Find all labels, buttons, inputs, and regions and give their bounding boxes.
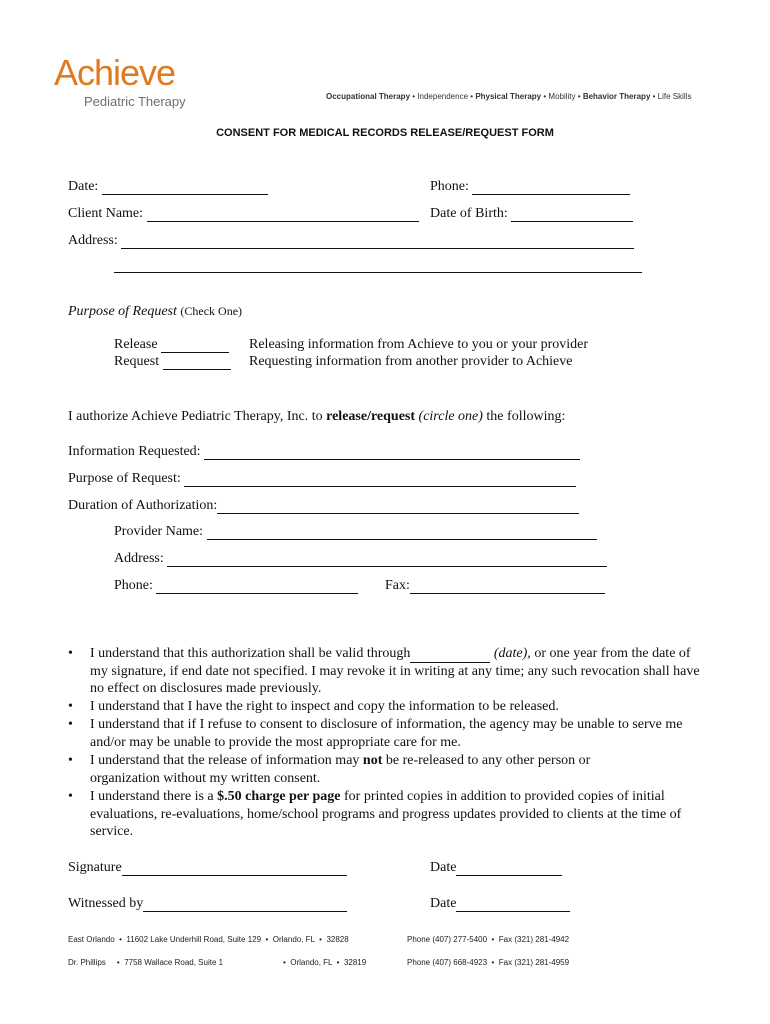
signature-row [68, 859, 347, 876]
signature-date-field[interactable] [456, 861, 562, 876]
footer-loc1-name: East Orlando [68, 935, 115, 944]
bullet-mark: • [68, 753, 73, 768]
tagline [326, 92, 691, 101]
duration-label: Duration of Authorization: [68, 498, 218, 513]
footer-sep: • [491, 958, 495, 967]
bullet-inspect: I understand that I have the right to inspect and copy the information to be released. [90, 699, 559, 714]
authorize-hint: (circle one) [418, 409, 483, 424]
phone-label: Phone: [430, 179, 469, 194]
provider-address-field[interactable] [167, 552, 607, 567]
footer-loc2-name: Dr. Phillips [68, 958, 106, 967]
dob-row [430, 205, 633, 222]
info-field[interactable] [204, 445, 580, 460]
request-desc: Requesting information from another provider to Achieve [249, 354, 573, 369]
logo-wordmark: Achieve [54, 52, 176, 93]
info-label: Information Requested: [68, 444, 201, 459]
footer-city-phillips [283, 958, 366, 967]
footer-sep: • [119, 935, 122, 944]
release-label: Release [114, 337, 158, 352]
witness-date-row [430, 895, 570, 912]
tag-independence: Independence [417, 92, 469, 101]
bullet-validity [90, 645, 710, 698]
bullet-charge-post: for printed copies in addition to provided copies of initial evaluations, re-evaluations, home/school programs and progress updates provided to clients at the time of service. [90, 789, 682, 839]
tag-sep: • [577, 92, 581, 101]
footer-loc1-addr: 11602 Lake Underhill Road, Suite 129 [126, 935, 262, 944]
phone-field[interactable] [472, 180, 630, 195]
date-field[interactable] [102, 180, 268, 195]
bullet-mark: • [68, 646, 73, 661]
footer-sep: • [265, 935, 269, 944]
phone-row [430, 178, 630, 195]
valid-through-date-field[interactable] [410, 648, 490, 663]
footer-loc2-addr: 7758 Wallace Road, Suite 1 [124, 958, 224, 967]
footer-sep: • [116, 958, 120, 967]
bullet-refuse: I understand that if I refuse to consent to disclosure of information, the agency may be unable to serve me and/or may be unable to provide the most appropriate care for me. [90, 717, 683, 750]
bullet-charge-pre: I understand there is a [90, 789, 218, 804]
witness-row [68, 895, 347, 912]
provider-label: Provider Name: [114, 524, 204, 539]
duration-field[interactable] [217, 499, 579, 514]
bullet-charge-bold: $.50 charge per page [217, 789, 341, 804]
dob-label: Date of Birth: [430, 206, 508, 221]
purpose-label: Purpose of Request: [68, 471, 181, 486]
duration-row [68, 497, 579, 514]
footer-location-phillips [68, 958, 223, 967]
provider-address-row [114, 550, 607, 567]
release-desc: Releasing information from Achieve to you or your provider [249, 337, 589, 352]
signature-field[interactable] [122, 861, 347, 876]
release-check-field[interactable] [161, 338, 229, 353]
tag-mobility: Mobility [548, 92, 576, 101]
logo-subtitle: Pediatric Therapy [84, 94, 186, 109]
provider-row [114, 523, 597, 540]
signature-date-row [430, 859, 562, 876]
footer-sep: • [319, 935, 322, 944]
bullet-rerelease-post: be re-released to any other person or organization without my written consent. [90, 753, 591, 786]
tag-sep: • [470, 92, 474, 101]
address-line-2[interactable] [114, 272, 642, 273]
request-check-field[interactable] [163, 355, 231, 370]
footer-loc2-zip: 32819 [343, 958, 367, 967]
authorize-post: the following: [482, 409, 566, 424]
tag-behavior: Behavior Therapy [582, 92, 651, 101]
purpose-heading-row [68, 303, 242, 320]
purpose-row [68, 470, 576, 487]
footer-contact-east [407, 935, 569, 944]
tag-sep: • [412, 92, 416, 101]
signature-date-label: Date [430, 860, 457, 875]
info-row [68, 443, 580, 460]
witness-label: Witnessed by [68, 896, 144, 911]
footer-loc2-phone: Phone (407) 668-4923 [407, 958, 488, 967]
provider-fax-field[interactable] [410, 579, 605, 594]
footer-sep: • [283, 958, 286, 967]
purpose-heading: Purpose of Request [68, 304, 177, 319]
bullet-rerelease [90, 752, 650, 787]
bullet-mark: • [68, 789, 73, 804]
request-option [114, 353, 231, 370]
footer-loc2-fax: Fax (321) 281-4959 [498, 958, 570, 967]
footer-sep: • [336, 958, 340, 967]
provider-address-label: Address: [114, 551, 164, 566]
footer-loc1-zip: 32828 [326, 935, 349, 944]
address-label: Address: [68, 233, 118, 248]
authorize-pre: I authorize Achieve Pediatric Therapy, Inc. to [68, 409, 327, 424]
address-row [68, 232, 634, 249]
tag-physical: Physical Therapy [475, 92, 542, 101]
release-option [114, 336, 229, 353]
bullet-rerelease-pre: I understand that the release of information may [90, 753, 363, 768]
witness-field[interactable] [143, 897, 347, 912]
provider-phone-field[interactable] [156, 579, 358, 594]
purpose-field[interactable] [184, 472, 576, 487]
provider-fax-label: Fax: [385, 578, 410, 593]
tag-lifeskills: Life Skills [657, 92, 692, 101]
footer-sep: • [491, 935, 495, 944]
bullet-validity-pre: I understand that this authorization shall be valid through [90, 646, 411, 661]
client-field[interactable] [147, 207, 419, 222]
provider-fax-row [385, 577, 605, 594]
bullet-charge [90, 788, 710, 841]
witness-date-label: Date [430, 896, 457, 911]
bullet-rerelease-bold: not [362, 753, 383, 768]
request-label: Request [114, 354, 160, 369]
client-label: Client Name: [68, 206, 144, 221]
bullet-validity-hint: (date), [493, 646, 531, 661]
provider-phone-row [114, 577, 358, 594]
tag-sep: • [652, 92, 656, 101]
purpose-note: (Check One) [180, 304, 243, 318]
witness-date-field[interactable] [456, 897, 570, 912]
tag-sep: • [543, 92, 547, 101]
address-field[interactable] [121, 234, 634, 249]
provider-phone-label: Phone: [114, 578, 153, 593]
form-title: CONSENT FOR MEDICAL RECORDS RELEASE/REQUEST FORM [216, 127, 554, 139]
bullet-mark: • [68, 717, 73, 732]
authorize-sentence [68, 408, 565, 425]
date-label: Date: [68, 179, 99, 194]
footer-loc1-city: Orlando, FL [272, 935, 315, 944]
bullet-validity-post: or one year from the date of my signature, if end date not specified. I may revoke it in writing at any time; any such revocation shall have no effect on disclosures made previously. [90, 646, 700, 696]
dob-field[interactable] [511, 207, 633, 222]
footer-loc1-phone: Phone (407) 277-5400 [407, 935, 488, 944]
footer-loc1-fax: Fax (321) 281-4942 [498, 935, 570, 944]
footer-loc2-city: Orlando, FL [290, 958, 333, 967]
date-row [68, 178, 268, 195]
authorize-choice[interactable]: release/request [326, 409, 416, 424]
signature-label: Signature [68, 860, 122, 875]
tag-occupational: Occupational Therapy [326, 92, 411, 101]
client-row [68, 205, 419, 222]
footer-location-east [68, 935, 349, 944]
bullet-mark: • [68, 699, 73, 714]
provider-field[interactable] [207, 525, 597, 540]
footer-contact-phillips [407, 958, 569, 967]
